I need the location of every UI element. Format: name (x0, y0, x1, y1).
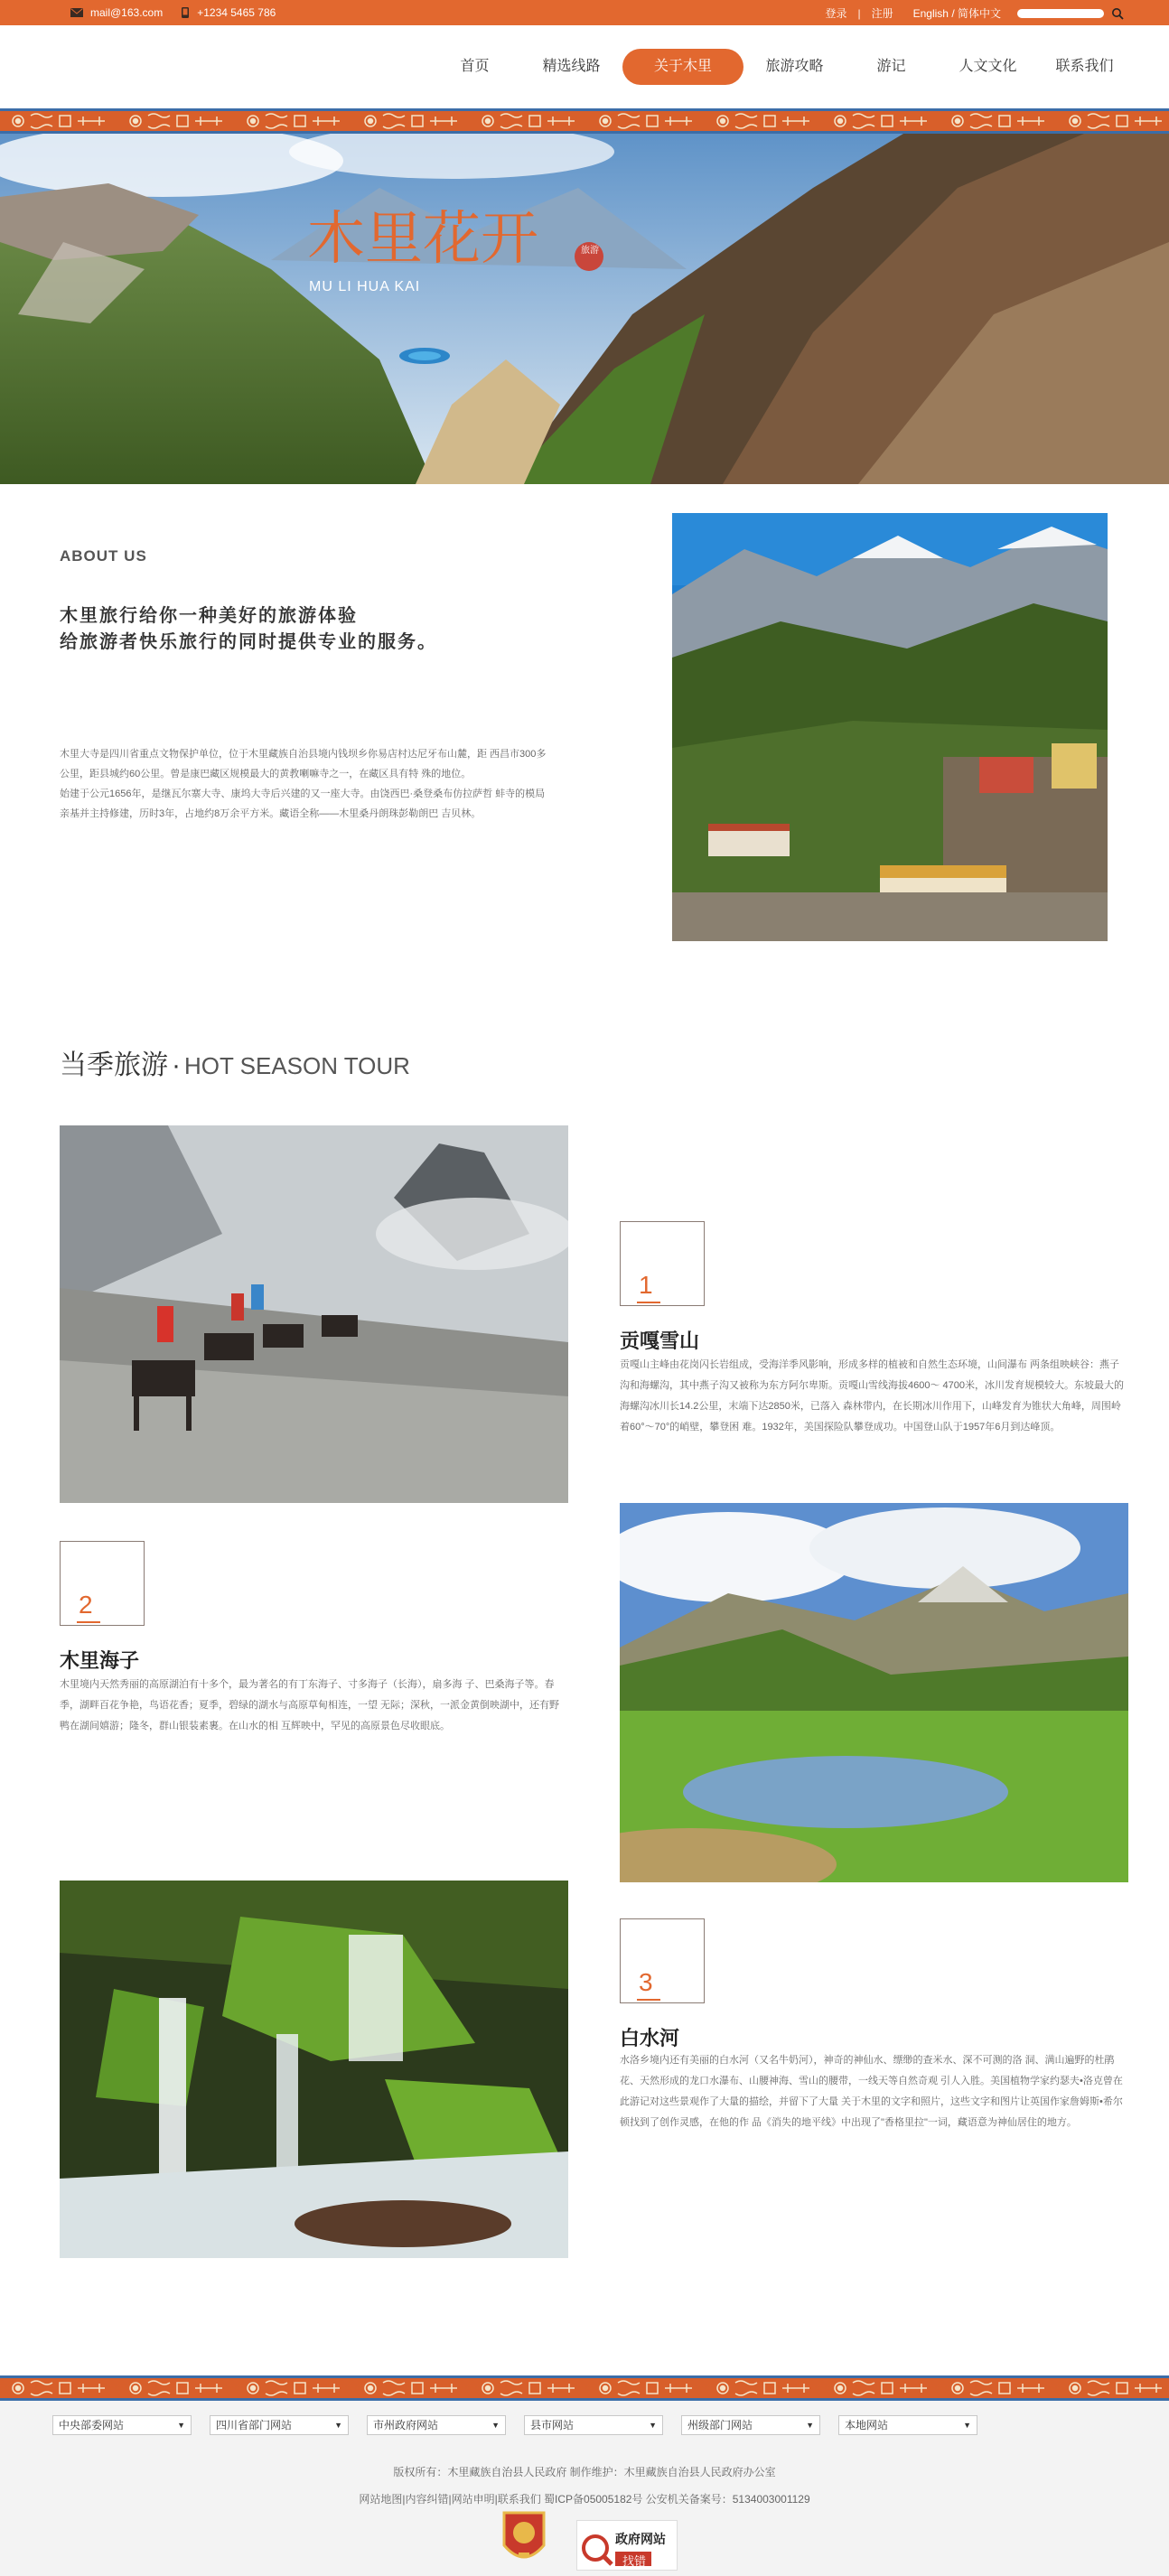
language-switch[interactable]: English / 简体中文 (912, 7, 1001, 20)
tour-number-2: 2 (79, 1591, 93, 1619)
about-description (60, 744, 547, 824)
logo-text: 木里花开 (307, 206, 538, 273)
hero-banner (0, 134, 1169, 484)
tour-name-1[interactable]: 贡嘎雪山 (620, 1330, 700, 1352)
contact-info (70, 6, 276, 19)
search-input[interactable] (1017, 9, 1104, 18)
party-government-badge[interactable] (500, 2509, 547, 2569)
footer-decorative-band (0, 2375, 1169, 2401)
search-icon[interactable] (1111, 7, 1124, 20)
find-error-label: 找错 (622, 2554, 647, 2568)
select-prefecture-departments[interactable]: 州级部门网站 ▼ (681, 2415, 820, 2435)
gov-site-error-badge[interactable] (576, 2520, 678, 2571)
tour-number-box-1 (620, 1221, 705, 1306)
monastery-image (672, 513, 1108, 941)
about-slogan (60, 603, 437, 656)
tour-image-3[interactable] (60, 1881, 568, 2258)
tour-name-3[interactable]: 白水河 (620, 2027, 680, 2049)
gov-site-label: 政府网站 (615, 2532, 666, 2546)
phone-text: +1234 5465 786 (197, 6, 276, 19)
select-county-sites[interactable]: 县市网站 ▼ (524, 2415, 663, 2435)
main-nav (0, 25, 1169, 108)
tour-description-2: 木里境内天然秀丽的高原湖泊有十多个，最为著名的有丁东海子、寸多海子（长海），扇多海 子、巴桑海子等。春季，湖畔百花争艳，鸟语花香；夏季，碧绿的湖水与高原草甸相连，一望 无际；深秋，一派金黄倒映湖中，还有野鸭在湖间嬉游；隆冬，群山银装素裹。在山水的相 互辉映中，罕见的高原景色尽收眼底。 (60, 1679, 560, 1731)
select-sichuan-departments[interactable]: 四川省部门网站 ▼ (210, 2415, 349, 2435)
slogan-line-1: 木里旅行给你一种美好的旅游体验 (60, 606, 358, 626)
tour-number-3: 3 (639, 1968, 653, 1996)
season-title (60, 1042, 410, 1082)
phone-icon (181, 7, 190, 18)
about-label: ABOUT US (60, 547, 147, 565)
tour-description-1: 贡嘎山主峰由花岗闪长岩组成，受海洋季风影响，形成多样的植被和自然生态环境，山间瀑布 两条组映峡谷：燕子沟和海螺沟，其中燕子沟又被称为东方阿尔卑斯。贡嘎山雪线海拔4600～ 4700米，冰川发育规模较大。东坡最大的海螺沟冰川长14.2公里，末端下达2850米，已落入 森林带内，在长期冰川作用下，山峰发育为锥状大角峰，周围岭着60°～70°的峭壁，攀登困 难。1932年，美国探险队攀登成功。中国登山队于1957年6月到达峰顶。 (620, 1359, 1124, 1433)
slogan-line-2: 给旅游者快乐旅行的同时提供专业的服务。 (60, 632, 437, 652)
number-underline (637, 1302, 660, 1303)
decorative-band (0, 108, 1169, 134)
email-text[interactable]: mail@163.com (90, 6, 164, 19)
select-city-government[interactable]: 市州政府网站 ▼ (367, 2415, 506, 2435)
site-links-selects (52, 2415, 977, 2435)
nav-item-guide[interactable]: 旅游攻略 (765, 59, 824, 74)
register-link[interactable]: 注册 (871, 7, 893, 20)
nav-item-culture[interactable]: 人文文化 (959, 59, 1017, 74)
number-underline (77, 1621, 100, 1623)
tour-number-1: 1 (639, 1271, 653, 1299)
tour-image-1[interactable] (60, 1125, 568, 1503)
nav-item-routes[interactable]: 精选线路 (542, 59, 601, 74)
mail-icon (70, 8, 83, 17)
copyright-text: 版权所有：木里藏族自治县人民政府 制作维护：木里藏族自治县人民政府办公室 (393, 2466, 776, 2478)
select-central-ministries[interactable]: 中央部委网站 ▼ (52, 2415, 192, 2435)
nav-item-travel-notes[interactable]: 游记 (876, 59, 906, 74)
mountain-landscape-image (0, 134, 1169, 484)
season-title-cn: 当季旅游 (60, 1050, 168, 1080)
tour-description-3: 水洛乡境内还有美丽的白水河（又名牛奶河），神奇的神仙水、缥缈的查米水、深不可测的洛 洞、满山遍野的杜鹃花、天然形成的龙口水瀑布、山腰神海、雪山的腰带，一线天等自然奇观 引人入胜。美国植物学家约瑟夫•洛克曾在此游记对这些景观作了大量的描绘，并留下了大量 关于木里的文字和照片，这些文字和图片让英国作家詹姆斯•希尔顿找到了创作灵感，在他的作 品《消失的地平线》中出现了"香格里拉"一词，藏语意为神仙居住的地方。 (620, 2055, 1123, 2128)
nav-item-about[interactable]: 关于木里 (622, 49, 743, 85)
select-local-sites[interactable]: 本地网站 ▼ (838, 2415, 977, 2435)
footer (0, 2401, 1169, 2576)
logo-english: MU LI HUA KAI (309, 279, 421, 294)
about-paragraph-2: 始建于公元1656年，是继瓦尔寨大寺、康坞大寺后兴建的又一座大寺。由饶西巴·桑登桑布仿拉萨哲 蚌寺的模局亲基并主持修建，历时3年，占地约8万余平方米。藏语全称——木里桑丹朗珠彭勒朗巴 吉贝林。 (60, 789, 546, 819)
site-logo[interactable] (307, 202, 605, 306)
tour-number-box-3 (620, 1918, 705, 2003)
footer-links[interactable]: 网站地图|内容纠错|网站申明|联系我们 蜀ICP备05005182号 公安机关备案号：5134003001129 (359, 2493, 810, 2506)
season-title-en: HOT SEASON TOUR (184, 1052, 410, 1079)
nav-item-contact[interactable]: 联系我们 (1055, 59, 1114, 74)
tour-name-2[interactable]: 木里海子 (60, 1649, 140, 1672)
number-underline (637, 1999, 660, 2001)
logo-badge-text: 旅游 (581, 246, 599, 256)
top-bar (0, 0, 1169, 25)
login-link[interactable]: 登录 (825, 7, 847, 20)
user-links (825, 5, 1124, 21)
tour-image-2[interactable] (620, 1503, 1128, 1882)
tour-number-box-2 (60, 1541, 145, 1626)
season-title-dot: · (172, 1050, 181, 1080)
divider: | (857, 6, 861, 20)
nav-item-home[interactable]: 首页 (460, 59, 490, 74)
about-paragraph-1: 木里大寺是四川省重点文物保护单位，位于木里藏族自治县境内钱坝乡你易店村达尼牙布山麓，距 西昌市300多公里，距县城约60公里。曾是康巴藏区规模最大的黄教喇嘛寺之一，在藏区具有特 殊的地位。 (60, 749, 547, 779)
